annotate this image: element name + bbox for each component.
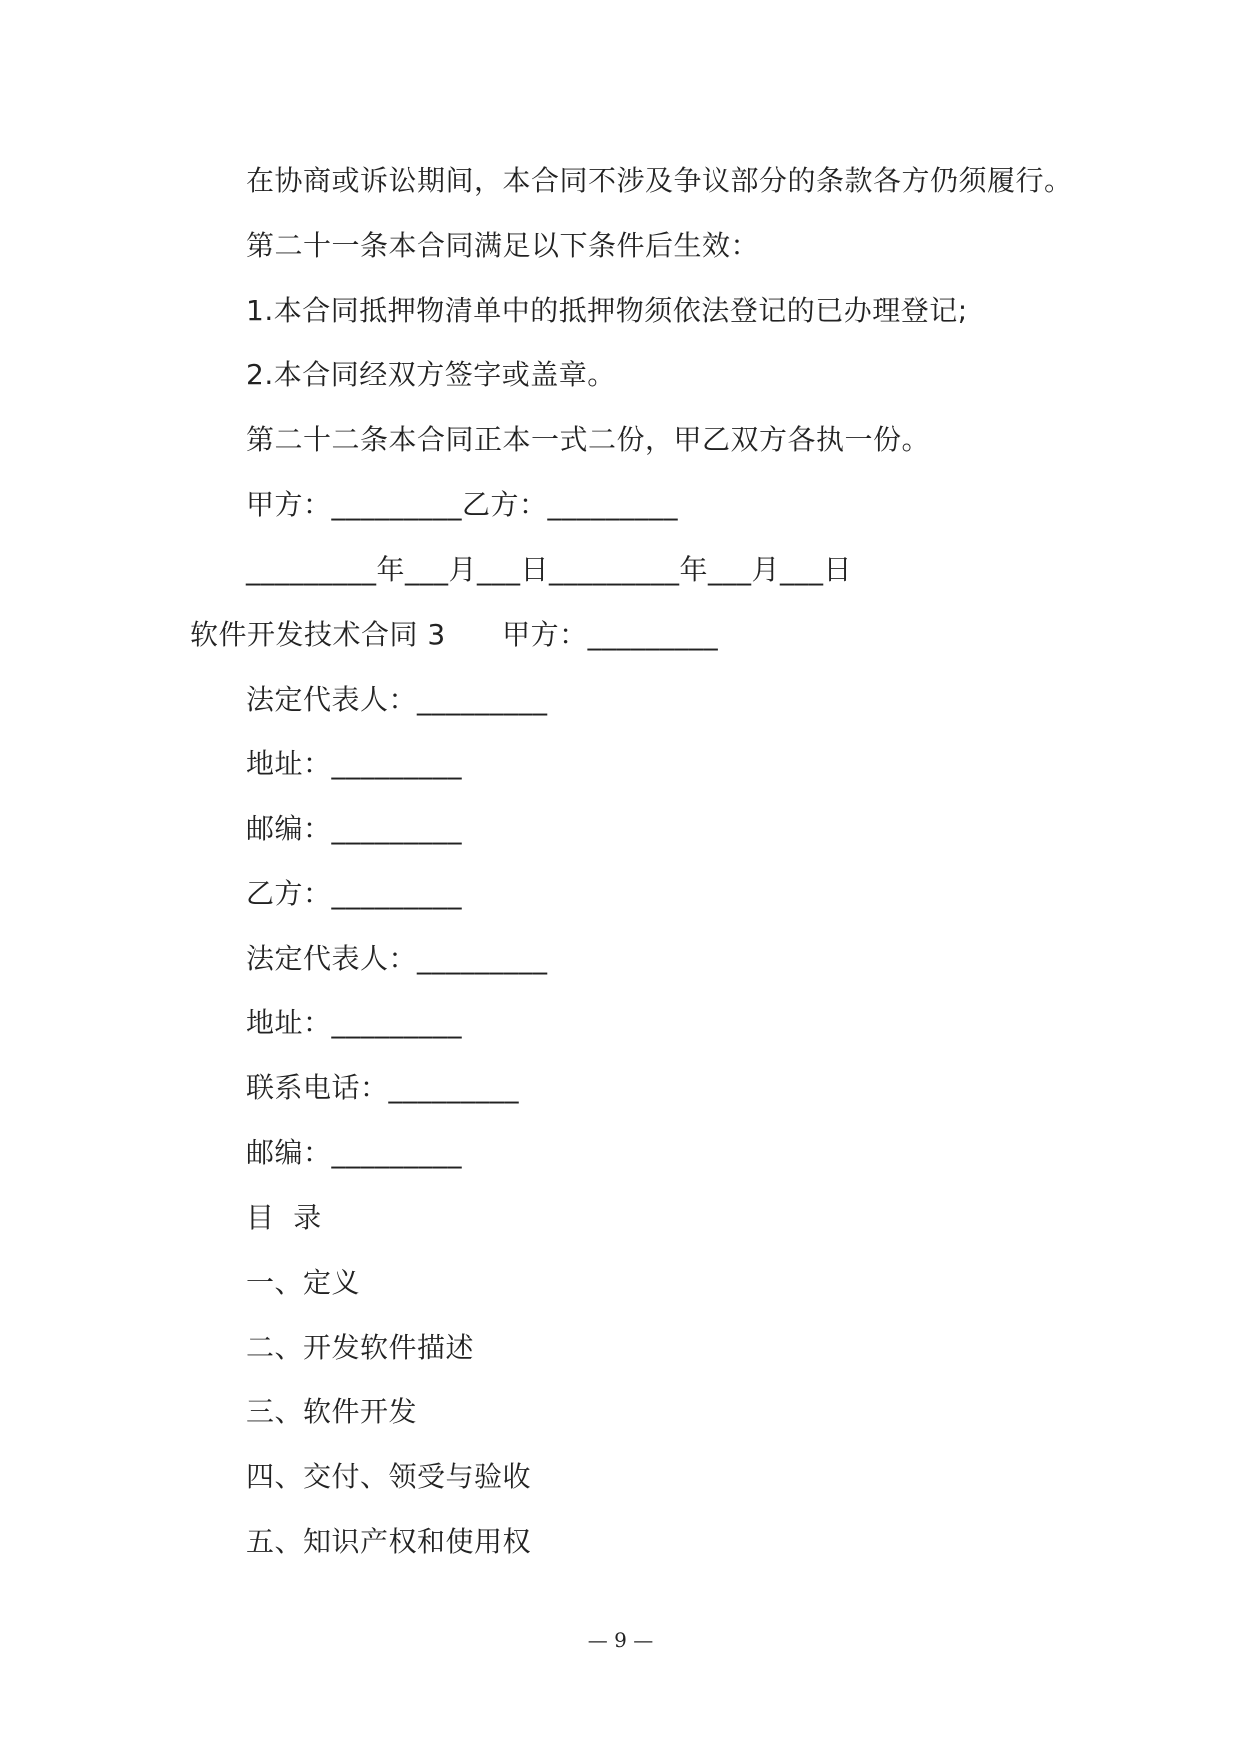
party-a-postcode: 邮编：_________ (246, 812, 463, 845)
toc-item-1: 一、定义 (246, 1266, 361, 1299)
party-b-legal-rep: 法定代表人：_________ (246, 942, 548, 975)
party-b-label: 乙方：_________ (246, 877, 463, 910)
toc-item-2: 二、开发软件描述 (246, 1331, 475, 1364)
party-b-postcode: 邮编：_________ (246, 1136, 463, 1169)
article-22-paragraph: 第二十二条本合同正本一式二份，甲乙双方各执一份。 (246, 423, 931, 456)
party-a-address: 地址：_________ (246, 747, 463, 780)
toc-item-4: 四、交付、领受与验收 (246, 1460, 532, 1493)
party-b-address: 地址：_________ (246, 1006, 463, 1039)
condition-item-2: 2.本合同经双方签字或盖章。 (246, 358, 616, 391)
contract-title-party-a: 软件开发技术合同 3 甲方：_________ (190, 618, 719, 651)
party-b-phone: 联系电话：_________ (246, 1071, 520, 1104)
signature-date-line: _________年___月___日_________年___月___日 (246, 553, 853, 586)
paragraph-dispute-clause: 在协商或诉讼期间，本合同不涉及争议部分的条款各方仍须履行。 (246, 164, 1073, 197)
toc-item-3: 三、软件开发 (246, 1395, 418, 1428)
article-21-heading: 第二十一条本合同满足以下条件后生效： (246, 229, 760, 262)
page-number: — 9 — (587, 1628, 654, 1652)
toc-heading: 目 录 (246, 1201, 322, 1234)
condition-item-1: 1.本合同抵押物清单中的抵押物须依法登记的已办理登记; (246, 294, 968, 327)
toc-item-5: 五、知识产权和使用权 (246, 1525, 532, 1558)
signature-party-line: 甲方：_________乙方：_________ (246, 488, 679, 521)
party-a-legal-rep: 法定代表人：_________ (246, 683, 548, 716)
